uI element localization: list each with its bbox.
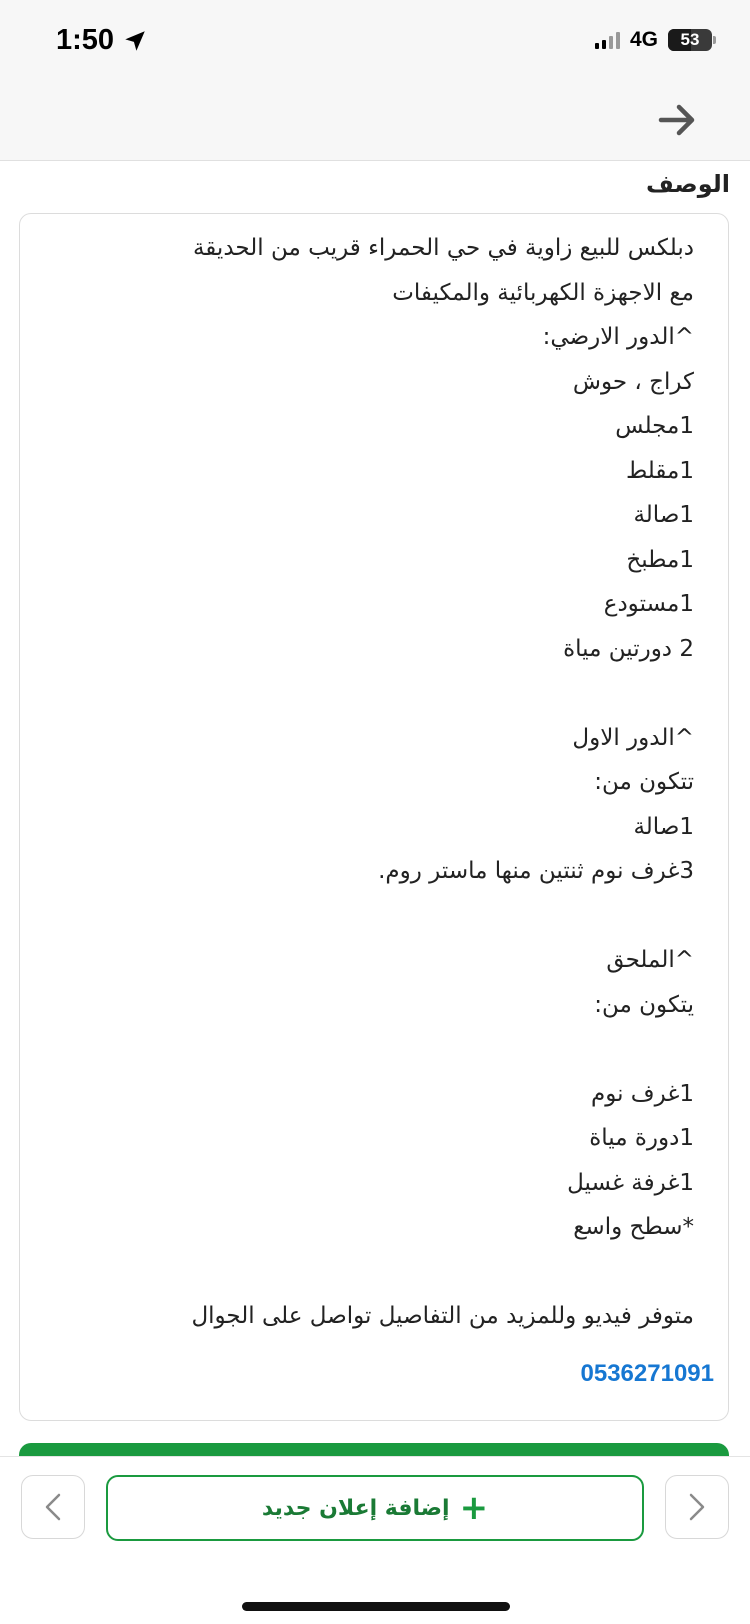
- status-indicators: [595, 28, 712, 52]
- status-bar: [0, 0, 750, 84]
- description-line: 1غرف نوم: [590, 1080, 694, 1107]
- description-line: 3غرف نوم ثنتين منها ماستر روم.: [378, 858, 694, 884]
- description-blank-line: [34, 894, 694, 939]
- description-blank-line: [34, 1250, 694, 1295]
- top-header: [0, 84, 750, 161]
- add-listing-label: إضافة إعلان جديد: [261, 1495, 450, 1521]
- phone-link[interactable]: 0536271091: [580, 1360, 714, 1387]
- description-line: كراج ، حوش: [572, 368, 694, 395]
- section-title: الوصف: [645, 170, 730, 198]
- description-blank-line: [34, 671, 694, 716]
- battery-percent: 53: [680, 30, 700, 49]
- description-line: يتكون من:: [594, 991, 694, 1018]
- add-listing-button[interactable]: [106, 1475, 644, 1541]
- location-arrow-icon: [122, 28, 148, 54]
- description-line: مع الاجهزة الكهربائية والمكيفات: [392, 279, 694, 306]
- back-button[interactable]: [656, 98, 700, 142]
- bottom-bar: [0, 1456, 750, 1624]
- description-line: تتكون من:: [594, 769, 694, 795]
- description-line: *سطح واسع: [573, 1214, 694, 1240]
- signal-icon: [595, 31, 620, 49]
- description-line: متوفر فيديو وللمزيد من التفاصيل تواصل على الجوال: [191, 1303, 694, 1329]
- chevron-left-icon: [43, 1492, 63, 1522]
- description-blank-line: [34, 1027, 694, 1072]
- description-line: 1مستودع: [603, 591, 694, 617]
- description-line: 1مجلس: [615, 413, 694, 439]
- prev-button[interactable]: [21, 1475, 85, 1539]
- next-button[interactable]: [665, 1475, 729, 1539]
- chevron-right-icon: [687, 1492, 707, 1522]
- battery-icon: [668, 29, 712, 51]
- description-text: [34, 226, 694, 1339]
- description-line: 1صالة: [633, 502, 694, 528]
- home-indicator: [242, 1602, 510, 1611]
- description-line: 1دورة مياة: [589, 1125, 694, 1151]
- network-type: 4G: [629, 28, 658, 51]
- description-line: ^الدور الاول: [572, 724, 694, 751]
- status-time: [56, 24, 148, 57]
- description-line: دبلكس للبيع زاوية في حي الحمراء قريب من الحديقة: [192, 235, 694, 261]
- description-line: 1مطبخ: [626, 546, 694, 573]
- description-line: 2 دورتين مياة: [563, 635, 694, 662]
- time-text: 1:50: [56, 24, 115, 56]
- plus-icon: +: [459, 1488, 489, 1528]
- description-card: [19, 213, 729, 1421]
- description-line: 1مقلط: [625, 457, 694, 484]
- arrow-right-icon: [658, 103, 698, 137]
- description-line: 1غرفة غسيل: [567, 1169, 694, 1196]
- description-line: ^الدور الارضي:: [542, 324, 694, 350]
- description-line: ^الملحق: [606, 947, 694, 973]
- description-line: 1صالة: [633, 813, 694, 840]
